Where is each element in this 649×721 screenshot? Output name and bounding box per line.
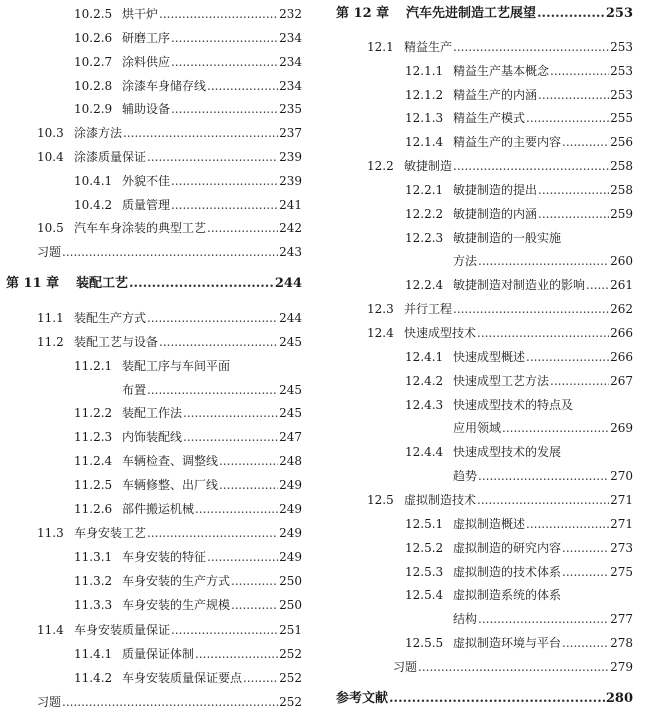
dot-leader xyxy=(147,379,278,401)
toc-entry-12-1[interactable] xyxy=(367,36,633,58)
section-title: 快速成型工艺方法 xyxy=(453,374,550,388)
section-number: 12.2 xyxy=(367,159,394,173)
section-number: 10.2.9 xyxy=(74,102,113,116)
section-number: 12.1.4 xyxy=(405,135,444,149)
page-number: 278 xyxy=(610,636,633,650)
toc-entry-12-4-2[interactable] xyxy=(405,370,633,392)
toc-entry-10-2-6[interactable] xyxy=(74,27,302,49)
page-number: 266 xyxy=(610,350,633,364)
dot-leader xyxy=(538,179,609,201)
toc-entry-12-2-2[interactable] xyxy=(405,203,633,225)
dot-leader xyxy=(478,465,609,487)
chapter-number: 第 12 章 xyxy=(336,6,390,21)
section-title: 研磨工序 xyxy=(122,31,171,45)
page-number: 266 xyxy=(610,326,633,340)
page-number: 280 xyxy=(605,691,633,706)
page-number: 245 xyxy=(279,383,302,397)
section-number: 10.2.7 xyxy=(74,55,113,69)
section-number: 10.5 xyxy=(37,221,64,235)
toc-entry-exercises-12[interactable] xyxy=(393,656,633,678)
toc-entry-12-4-4-line1[interactable] xyxy=(405,441,561,463)
page-number: 234 xyxy=(279,31,302,45)
toc-entry-11-4[interactable] xyxy=(37,619,302,641)
section-number: 11.2.5 xyxy=(74,478,113,492)
page-number: 249 xyxy=(279,478,302,492)
section-number: 12.4.3 xyxy=(405,398,444,412)
section-title: 精益生产 xyxy=(404,40,453,54)
toc-entry-11-2-1-line1[interactable] xyxy=(74,355,230,377)
toc-entry-12-4-1[interactable] xyxy=(405,346,633,368)
dot-leader xyxy=(537,3,605,25)
toc-entry-chapter-11[interactable] xyxy=(6,273,302,295)
section-number: 10.2.6 xyxy=(74,31,113,45)
section-number: 12.1 xyxy=(367,40,394,54)
section-title: 车身安装质量保证要点 xyxy=(122,671,243,685)
page-number: 244 xyxy=(279,311,302,325)
page-number: 253 xyxy=(610,88,633,102)
page-number: 277 xyxy=(610,612,633,626)
dot-leader xyxy=(129,273,274,295)
page-number: 249 xyxy=(279,550,302,564)
section-number: 12.5.1 xyxy=(405,517,444,531)
section-title: 快速成型概述 xyxy=(453,350,526,364)
dot-leader xyxy=(478,608,609,630)
toc-entry-12-5-5[interactable] xyxy=(405,632,633,654)
page-number: 251 xyxy=(279,623,302,637)
section-title: 汽车车身涂装的典型工艺 xyxy=(74,221,207,235)
section-title: 精益生产模式 xyxy=(453,111,526,125)
section-number: 10.4.2 xyxy=(74,198,113,212)
page-number: 239 xyxy=(279,174,302,188)
toc-entry-exercises-11[interactable] xyxy=(37,691,302,713)
section-title: 精益生产基本概念 xyxy=(453,64,550,78)
section-title: 涂漆车身储存线 xyxy=(122,79,207,93)
section-title: 装配工艺与设备 xyxy=(74,335,159,349)
page-number: 239 xyxy=(279,150,302,164)
dot-leader xyxy=(550,370,609,392)
section-title: 装配生产方式 xyxy=(74,311,147,325)
dot-leader xyxy=(147,146,278,168)
toc-entry-12-5-4-line2[interactable] xyxy=(453,608,633,630)
dot-leader xyxy=(207,546,278,568)
page-number: 252 xyxy=(279,647,302,661)
toc-entry-12-4-3-line2[interactable] xyxy=(453,417,633,439)
toc-entry-11-4-1[interactable] xyxy=(74,643,302,665)
page-number: 241 xyxy=(279,198,302,212)
page-number: 267 xyxy=(610,374,633,388)
references-title: 参考文献 xyxy=(336,691,389,706)
toc-entry-12-4-4-line2[interactable] xyxy=(453,465,633,487)
section-number: 12.4 xyxy=(367,326,394,340)
toc-entry-12-1-3[interactable] xyxy=(405,107,633,129)
section-title: 虚拟制造概述 xyxy=(453,517,526,531)
toc-entry-12-1-2[interactable] xyxy=(405,84,633,106)
page-number: 275 xyxy=(610,565,633,579)
section-title: 车辆检查、调整线 xyxy=(122,454,219,468)
section-title: 车身安装的生产方式 xyxy=(122,574,231,588)
section-title: 敏捷制造的内涵 xyxy=(453,207,538,221)
section-title: 快速成型技术的发展 xyxy=(453,445,562,459)
dot-leader xyxy=(231,594,278,616)
section-title: 虚拟制造的研究内容 xyxy=(453,541,562,555)
section-title: 车身安装的生产规模 xyxy=(122,598,231,612)
page-number: 250 xyxy=(279,574,302,588)
dot-leader xyxy=(453,36,609,58)
toc-entry-12-5-2[interactable] xyxy=(405,537,633,559)
section-title: 敏捷制造 xyxy=(404,159,453,173)
dot-leader xyxy=(538,84,609,106)
toc-entry-11-4-2[interactable] xyxy=(74,667,302,689)
page-number: 261 xyxy=(610,278,633,292)
toc-entry-chapter-12[interactable] xyxy=(336,3,633,25)
section-title: 质量管理 xyxy=(122,198,171,212)
section-number: 11.4 xyxy=(37,623,64,637)
section-number: 10.4.1 xyxy=(74,174,113,188)
page-number: 253 xyxy=(610,64,633,78)
toc-entry-12-2-4[interactable] xyxy=(405,274,633,296)
toc-entry-12-5[interactable] xyxy=(367,489,633,511)
page-number: 269 xyxy=(610,421,633,435)
dot-leader xyxy=(195,498,278,520)
dot-leader xyxy=(171,27,278,49)
toc-entry-10-2-5[interactable] xyxy=(74,3,302,25)
chapter-title: 汽车先进制造工艺展望 xyxy=(406,6,537,21)
section-title: 快速成型技术的特点及 xyxy=(453,398,574,412)
section-number: 12.5.3 xyxy=(405,565,444,579)
dot-leader xyxy=(502,417,609,439)
section-number: 12.5.4 xyxy=(405,588,444,602)
section-number: 11.2.6 xyxy=(74,502,113,516)
toc-entry-11-2-5[interactable] xyxy=(74,474,302,496)
section-number: 11.2.4 xyxy=(74,454,113,468)
page-number: 258 xyxy=(610,183,633,197)
section-title: 车身安装的特征 xyxy=(122,550,207,564)
toc-entry-12-2-1[interactable] xyxy=(405,179,633,201)
dot-leader xyxy=(183,402,278,424)
section-number: 12.1.2 xyxy=(405,88,444,102)
section-number: 10.2.8 xyxy=(74,79,113,93)
toc-entry-12-3[interactable] xyxy=(367,298,633,320)
toc-entry-11-3-2[interactable] xyxy=(74,570,302,592)
page-number: 273 xyxy=(610,541,633,555)
dot-leader xyxy=(477,489,609,511)
dot-leader xyxy=(195,643,278,665)
page-number: 255 xyxy=(610,111,633,125)
dot-leader xyxy=(123,122,278,144)
page-number: 256 xyxy=(610,135,633,149)
section-title: 敏捷制造对制造业的影响 xyxy=(453,278,586,292)
section-number: 12.2.4 xyxy=(405,278,444,292)
section-number: 11.3.3 xyxy=(74,598,113,612)
section-number: 10.4 xyxy=(37,150,64,164)
dot-leader xyxy=(550,60,609,82)
dot-leader xyxy=(231,570,278,592)
dot-leader xyxy=(171,170,278,192)
toc-entry-10-5[interactable] xyxy=(37,217,302,239)
section-number: 12.3 xyxy=(367,302,394,316)
page-number: 262 xyxy=(610,302,633,316)
toc-entry-12-4[interactable] xyxy=(367,322,633,344)
section-title: 涂漆方法 xyxy=(74,126,123,140)
section-number: 10.2.5 xyxy=(74,7,113,21)
section-title: 内饰装配线 xyxy=(122,430,183,444)
page-number: 235 xyxy=(279,102,302,116)
section-title-continued: 方法 xyxy=(453,254,478,268)
section-title-continued: 应用领域 xyxy=(453,421,502,435)
section-title: 辅助设备 xyxy=(122,102,171,116)
page-number: 253 xyxy=(610,40,633,54)
toc-entry-11-2-2[interactable] xyxy=(74,402,302,424)
section-title: 精益生产的内涵 xyxy=(453,88,538,102)
toc-entry-10-4[interactable] xyxy=(37,146,302,168)
section-number: 11.3.2 xyxy=(74,574,113,588)
toc-entry-12-2-3-line1[interactable] xyxy=(405,227,561,249)
section-title: 敏捷制造的一般实施 xyxy=(453,231,562,245)
page-number: 237 xyxy=(279,126,302,140)
section-number: 11.4.1 xyxy=(74,647,113,661)
section-title: 虚拟制造技术 xyxy=(404,493,477,507)
section-title: 外貌不佳 xyxy=(122,174,171,188)
section-title-continued: 结构 xyxy=(453,612,478,626)
section-title: 装配工作法 xyxy=(122,406,183,420)
dot-leader xyxy=(526,107,609,129)
toc-entry-10-4-1[interactable] xyxy=(74,170,302,192)
section-number: 12.2.2 xyxy=(405,207,444,221)
section-title: 虚拟制造系统的体系 xyxy=(453,588,562,602)
page-number: 242 xyxy=(279,221,302,235)
toc-entry-12-2-3-line2[interactable] xyxy=(453,250,633,272)
section-title: 车身安装工艺 xyxy=(74,526,147,540)
section-number: 12.2.1 xyxy=(405,183,444,197)
section-number: 12.4.1 xyxy=(405,350,444,364)
section-title: 烘干炉 xyxy=(122,7,159,21)
section-number: 12.1.3 xyxy=(405,111,444,125)
section-number: 12.5 xyxy=(367,493,394,507)
toc-entry-11-2-1-line2[interactable] xyxy=(122,379,302,401)
dot-leader xyxy=(219,474,278,496)
dot-leader xyxy=(562,632,609,654)
section-title: 涂料供应 xyxy=(122,55,171,69)
page-number: 250 xyxy=(279,598,302,612)
dot-leader xyxy=(526,346,609,368)
dot-leader xyxy=(183,426,278,448)
dot-leader xyxy=(418,656,609,678)
section-title: 习题 xyxy=(37,695,62,709)
dot-leader xyxy=(562,537,609,559)
page-number: 248 xyxy=(279,454,302,468)
page-number: 243 xyxy=(279,245,302,259)
section-number: 12.5.2 xyxy=(405,541,444,555)
toc-entry-12-1-1[interactable] xyxy=(405,60,633,82)
toc-entry-11-3-1[interactable] xyxy=(74,546,302,568)
dot-leader xyxy=(478,250,609,272)
section-number: 11.4.2 xyxy=(74,671,113,685)
toc-entry-12-1-4[interactable] xyxy=(405,131,633,153)
toc-entry-11-2-4[interactable] xyxy=(74,450,302,472)
dot-leader xyxy=(171,194,278,216)
section-title: 精益生产的主要内容 xyxy=(453,135,562,149)
page-number: 253 xyxy=(605,6,633,21)
section-title: 涂漆质量保证 xyxy=(74,150,147,164)
section-number: 12.4.2 xyxy=(405,374,444,388)
page-number: 245 xyxy=(279,406,302,420)
dot-leader xyxy=(62,691,278,713)
dot-leader xyxy=(586,274,609,296)
section-number: 11.2.3 xyxy=(74,430,113,444)
page-number: 259 xyxy=(610,207,633,221)
section-title: 快速成型技术 xyxy=(404,326,477,340)
chapter-title: 装配工艺 xyxy=(76,276,129,291)
chapter-number: 第 11 章 xyxy=(6,276,60,291)
toc-entry-10-2-7[interactable] xyxy=(74,51,302,73)
section-number: 11.2.1 xyxy=(74,359,113,373)
section-number: 11.3.1 xyxy=(74,550,113,564)
section-title: 部件搬运机械 xyxy=(122,502,195,516)
section-number: 11.3 xyxy=(37,526,64,540)
dot-leader xyxy=(207,75,278,97)
dot-leader xyxy=(453,298,609,320)
toc-entry-12-5-3[interactable] xyxy=(405,561,633,583)
section-title: 并行工程 xyxy=(404,302,453,316)
section-number: 10.3 xyxy=(37,126,64,140)
page-number: 247 xyxy=(279,430,302,444)
dot-leader xyxy=(562,131,609,153)
toc-entry-10-4-2[interactable] xyxy=(74,194,302,216)
dot-leader xyxy=(477,322,609,344)
page-number: 252 xyxy=(279,671,302,685)
dot-leader xyxy=(219,450,278,472)
toc-entry-12-2[interactable] xyxy=(367,155,633,177)
section-title: 虚拟制造的技术体系 xyxy=(453,565,562,579)
dot-leader xyxy=(453,155,609,177)
page-number: 270 xyxy=(610,469,633,483)
page-number: 245 xyxy=(279,335,302,349)
section-title: 敏捷制造的提出 xyxy=(453,183,538,197)
dot-leader xyxy=(171,51,278,73)
dot-leader xyxy=(62,241,278,263)
section-number: 12.1.1 xyxy=(405,64,444,78)
dot-leader xyxy=(562,561,609,583)
toc-entry-11-2[interactable] xyxy=(37,331,302,353)
section-number: 12.4.4 xyxy=(405,445,444,459)
section-number: 12.5.5 xyxy=(405,636,444,650)
page-number: 271 xyxy=(610,517,633,531)
section-title: 车身安装质量保证 xyxy=(74,623,171,637)
section-title: 车辆修整、出厂线 xyxy=(122,478,219,492)
section-title: 习题 xyxy=(393,660,418,674)
page-number: 258 xyxy=(610,159,633,173)
page-number: 252 xyxy=(279,695,302,709)
section-number: 11.2 xyxy=(37,335,64,349)
section-title: 质量保证体制 xyxy=(122,647,195,661)
dot-leader xyxy=(243,667,278,689)
dot-leader xyxy=(147,307,278,329)
dot-leader xyxy=(538,203,609,225)
page-number: 234 xyxy=(279,55,302,69)
toc-entry-references[interactable] xyxy=(336,688,633,710)
page-number: 234 xyxy=(279,79,302,93)
section-title-continued: 布置 xyxy=(122,383,147,397)
section-title-continued: 趋势 xyxy=(453,469,478,483)
toc-entry-12-5-4-line1[interactable] xyxy=(405,584,561,606)
toc-entry-11-3[interactable] xyxy=(37,522,302,544)
section-title: 虚拟制造环境与平台 xyxy=(453,636,562,650)
page-number: 260 xyxy=(610,254,633,268)
dot-leader xyxy=(171,98,278,120)
toc-entry-11-3-3[interactable] xyxy=(74,594,302,616)
dot-leader xyxy=(159,331,278,353)
dot-leader xyxy=(159,3,278,25)
dot-leader xyxy=(526,513,609,535)
toc-entry-11-2-3[interactable] xyxy=(74,426,302,448)
section-title: 习题 xyxy=(37,245,62,259)
dot-leader xyxy=(147,522,278,544)
section-number: 11.1 xyxy=(37,311,64,325)
dot-leader xyxy=(207,217,278,239)
page-number: 279 xyxy=(610,660,633,674)
dot-leader xyxy=(389,688,605,710)
section-number: 12.2.3 xyxy=(405,231,444,245)
dot-leader xyxy=(171,619,278,641)
page-number: 244 xyxy=(274,276,302,291)
page-number: 249 xyxy=(279,502,302,516)
section-number: 11.2.2 xyxy=(74,406,113,420)
toc-entry-10-2-9[interactable] xyxy=(74,98,302,120)
toc-entry-11-2-6[interactable] xyxy=(74,498,302,520)
page-number: 232 xyxy=(279,7,302,21)
toc-entry-11-1[interactable] xyxy=(37,307,302,329)
toc-entry-12-5-1[interactable] xyxy=(405,513,633,535)
toc-entry-exercises-10[interactable] xyxy=(37,241,302,263)
toc-entry-10-2-8[interactable] xyxy=(74,75,302,97)
page-number: 271 xyxy=(610,493,633,507)
toc-entry-12-4-3-line1[interactable] xyxy=(405,394,573,416)
page-number: 249 xyxy=(279,526,302,540)
toc-entry-10-3[interactable] xyxy=(37,122,302,144)
section-title: 装配工序与车间平面 xyxy=(122,359,231,373)
